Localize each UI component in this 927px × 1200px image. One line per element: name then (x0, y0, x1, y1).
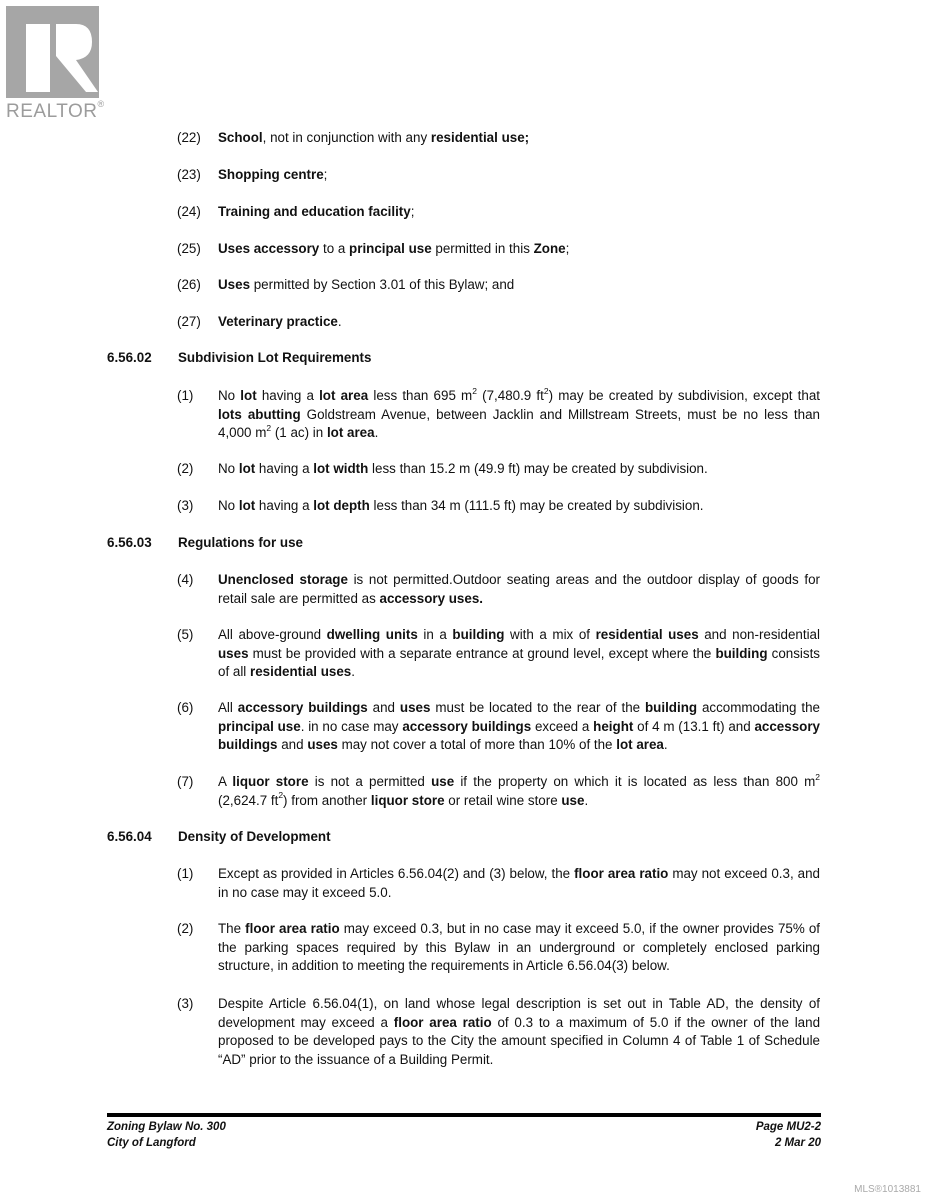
text-run: having a (256, 388, 320, 403)
text-run: permitted by Section 3.01 of this Bylaw; and (250, 277, 515, 292)
section-heading: 6.56.03 Regulations for use (107, 535, 303, 550)
item-text (218, 129, 820, 148)
defined-term: floor area ratio (574, 866, 669, 881)
defined-term: dwelling units (326, 627, 418, 642)
defined-term: accessory buildings (237, 700, 368, 715)
item-text (218, 166, 820, 185)
superscript: 2 (543, 385, 549, 396)
text-run: less than 34 m (111.5 ft) may be created by subdivision. (369, 498, 704, 513)
defined-term: Veterinary practice (218, 314, 338, 329)
text-run: Despite Article 6.56.04(1), on land whose legal description is set out in Table AD, the density of development may exceed a (218, 996, 820, 1030)
text-run: The (218, 921, 246, 936)
list-item: (26) Uses permitted by Section 3.01 of this Bylaw; and (177, 276, 820, 295)
text-run: ; (323, 167, 328, 182)
text-run: All above-ground (218, 627, 327, 642)
text-run: must be located to the rear of the (430, 700, 645, 715)
city-name: City of Langford (107, 1137, 196, 1149)
list-item: (3) Despite Article 6.56.04(1), on land whose legal description is set out in Table AD, the density of development may exceed a floor area ratio of 0.3 to a maximum of 5.0 if the owner of the land proposed to be developed pays to the City the amount specified in Column 4 of Table 1 of Schedule “AD” prior to the issuance of a Building Permit. (177, 995, 820, 1069)
footer-left (107, 1119, 226, 1151)
text-run: less than 15.2 m (49.9 ft) may be created by subdivision. (368, 461, 708, 476)
item-text (218, 626, 820, 682)
page-number: Page MU2-2 (755, 1121, 821, 1133)
list-item: (3) No lot having a lot depth less than 34 m (111.5 ft) may be created by subdivision. (177, 497, 820, 516)
text-run: is not a permitted (308, 774, 432, 789)
defined-term: lot (240, 388, 257, 403)
defined-term: lot width (313, 461, 369, 476)
text-run: (1 ac) in (271, 425, 327, 440)
defined-term: liquor store (370, 792, 445, 808)
text-run: No (218, 388, 241, 403)
section-heading: 6.56.02 Subdivision Lot Requirements (107, 350, 372, 365)
text-run: and non-residential (698, 627, 820, 642)
defined-term: residential uses (595, 627, 699, 642)
text-run: Except as provided in Articles 6.56.04(2) and (3) below, the (218, 866, 575, 881)
item-text (218, 497, 820, 516)
item-text (218, 571, 820, 608)
defined-term: lot depth (313, 498, 370, 513)
text-run: may not exceed 0.3, and in no case may it exceed 5.0. (218, 866, 820, 900)
text-run: and (277, 737, 308, 752)
text-run: consists of all (218, 645, 820, 679)
text-run: . (351, 664, 355, 679)
defined-term: Uses (218, 277, 251, 292)
text-run: may exceed 0.3, but in no case may it exceed 5.0, if the owner provides 75% of the parking spaces required by this Bylaw in an underground or completely enclosed parking structure, in addition to meeting the requirements in Article 6.56.04(3) below. (218, 921, 821, 973)
revision-date: 2 Mar 20 (774, 1137, 821, 1149)
text-run: having a (255, 498, 314, 513)
defined-term: principal use (218, 718, 301, 734)
text-run: (7,480.9 ft (476, 388, 544, 403)
defined-term: Uses accessory (218, 241, 320, 256)
list-item: (6) All accessory buildings and uses must be located to the rear of the building accommodating the principal use. in no case may accessory buildings exceed a height of 4 m (13.1 ft) and accessory buildings and uses may not cover a total of more than 10% of the lot area. (177, 699, 820, 755)
text-run: or retail wine store (444, 792, 562, 808)
defined-term: uses (399, 700, 431, 715)
text-run: No (218, 498, 239, 513)
defined-term: Unenclosed storage (218, 572, 348, 587)
item-text (218, 203, 820, 222)
text-run: ; (410, 204, 415, 219)
defined-term: lot (238, 461, 256, 476)
list-item: (1) Except as provided in Articles 6.56.04(2) and (3) below, the floor area ratio may not exceed 0.3, and in no case may it exceed 5.0. (177, 865, 820, 902)
item-text (218, 773, 820, 810)
item-text (218, 920, 820, 976)
text-run: . (663, 737, 668, 752)
list-item: (2) The floor area ratio may exceed 0.3, but in no case may it exceed 5.0, if the owner provides 75% of the parking spaces required by this Bylaw in an underground or completely enclosed parking structure, in addition to meeting the requirements in Article 6.56.04(3) below. (177, 920, 820, 976)
list-item: (24) Training and education facility; (177, 203, 820, 222)
defined-term: uses (218, 645, 249, 661)
defined-term: residential uses (250, 664, 352, 679)
text-run: must be provided with a separate entrance at ground level, except where the (248, 645, 716, 661)
text-run: . (584, 792, 589, 808)
text-run: is not permitted.Outdoor seating areas and the outdoor display of goods for retail sale are permitted as (218, 572, 820, 606)
superscript: 2 (472, 385, 477, 396)
footer-right (756, 1119, 821, 1151)
footer-divider (107, 1113, 821, 1117)
defined-term: accessory buildings (402, 718, 532, 734)
item-text (218, 460, 820, 479)
defined-term: lot area (326, 425, 375, 440)
text-run: ) may be created by subdivision, except that (548, 388, 820, 403)
list-item: (27) Veterinary practice. (177, 313, 820, 332)
defined-term: Zone (533, 241, 566, 256)
text-run: of 0.3 to a maximum of 5.0 if the owner of the land proposed to be developed pays to the City the amount specified in Column 4 of Table 1 of Schedule “AD” prior to the issuance of a Building Permit. (218, 1014, 821, 1067)
text-run: in a (417, 627, 453, 642)
defined-term: lot area (319, 388, 369, 403)
text-run: may not cover a total of more than 10% of the (337, 737, 617, 752)
text-run: permitted in this (431, 241, 534, 256)
defined-term: building (452, 627, 505, 642)
bylaw-name: Zoning Bylaw No. 300 (107, 1121, 226, 1133)
realtor-logo (6, 6, 105, 123)
defined-term: use (431, 774, 455, 789)
item-text (218, 995, 820, 1069)
defined-term: liquor store (232, 774, 309, 789)
text-run: ; (565, 241, 570, 256)
text-run: . (337, 314, 342, 329)
text-run: All (218, 700, 238, 715)
text-run: (2,624.7 ft (218, 792, 279, 808)
text-run: A (218, 774, 233, 789)
defined-term: lot (238, 498, 256, 513)
superscript: 2 (266, 422, 272, 433)
item-text (218, 313, 820, 332)
text-run: accommodating the (697, 700, 821, 715)
text-run: of 4 m (13.1 ft) and (633, 718, 755, 734)
defined-term: lots abutting (218, 406, 301, 422)
text-run: exceed a (531, 718, 594, 734)
list-item: (22) School, not in conjunction with any residential use; (177, 129, 820, 148)
text-run: . (374, 425, 379, 440)
defined-term: use (561, 792, 585, 808)
text-run: No (218, 461, 239, 476)
list-item: (5) All above-ground dwelling units in a building with a mix of residential uses and non-residential uses must be provided with a separate entrance at ground level, except where the building consists of all residential uses. (177, 626, 820, 682)
text-run: if the property on which it is located as less than 800 m (454, 774, 816, 789)
realtor-r-icon (6, 6, 99, 98)
list-item: (23) Shopping centre; (177, 166, 820, 185)
item-text (218, 276, 820, 295)
mls-watermark: MLS®1013881 (854, 1184, 921, 1195)
list-item: (1) No lot having a lot area less than 695 $m^2$ (7,480.9 $ft^2$) may be created by subdivision, except that lots abutting Goldstream Avenue, between Jacklin and Millstream Streets, must be no less than 4,000 $m^2$ (1 ac) in lot area. (177, 387, 820, 443)
defined-term: accessory uses. (379, 590, 483, 606)
list-item: (7) A liquor store is not a permitted use if the property on which it is located as less than 800 $m^2$ (2,624.7 $ft^2$) from another liquor store or retail wine store use. (177, 773, 820, 810)
defined-term: uses (307, 737, 338, 752)
defined-term: School (218, 130, 263, 145)
defined-term: Training and education facility (218, 204, 411, 219)
section-heading: 6.56.04 Density of Development (107, 829, 331, 844)
defined-term: residential use; (430, 130, 530, 145)
item-text (218, 240, 820, 259)
text-run: with a mix of (504, 627, 596, 642)
text-run: having a (255, 461, 314, 476)
text-run: ) from another (283, 792, 371, 808)
list-item: (2) No lot having a lot width less than 15.2 m (49.9 ft) may be created by subdivision. (177, 460, 820, 479)
defined-term: principal use (349, 241, 432, 256)
defined-term: lot area (616, 737, 664, 752)
item-text (218, 699, 820, 755)
text-run: , not in conjunction with any (262, 130, 431, 145)
defined-term: Shopping centre (218, 167, 324, 182)
defined-term: building (715, 645, 768, 661)
text-run: Goldstream Avenue, between Jacklin and Millstream Streets, must be no less than 4,000 m (218, 406, 820, 440)
text-run: and (367, 700, 400, 715)
defined-term: floor area ratio (393, 1014, 492, 1030)
superscript: 2 (278, 790, 284, 801)
item-text (218, 387, 820, 443)
item-text (218, 865, 820, 902)
realtor-wordmark: REALTOR® (6, 98, 105, 122)
defined-term: floor area ratio (245, 921, 340, 936)
text-run: to a (319, 241, 350, 256)
defined-term: accessory buildings (218, 718, 820, 752)
defined-term: height (593, 718, 634, 734)
text-run: . in no case may (300, 718, 403, 734)
list-item: (4) Unenclosed storage is not permitted.Outdoor seating areas and the outdoor display of goods for retail sale are permitted as accessory uses. (177, 571, 820, 608)
text-run: less than 695 m (368, 388, 473, 403)
list-item: (25) Uses accessory to a principal use permitted in this Zone; (177, 240, 820, 259)
defined-term: building (645, 700, 698, 715)
superscript: 2 (815, 771, 821, 782)
